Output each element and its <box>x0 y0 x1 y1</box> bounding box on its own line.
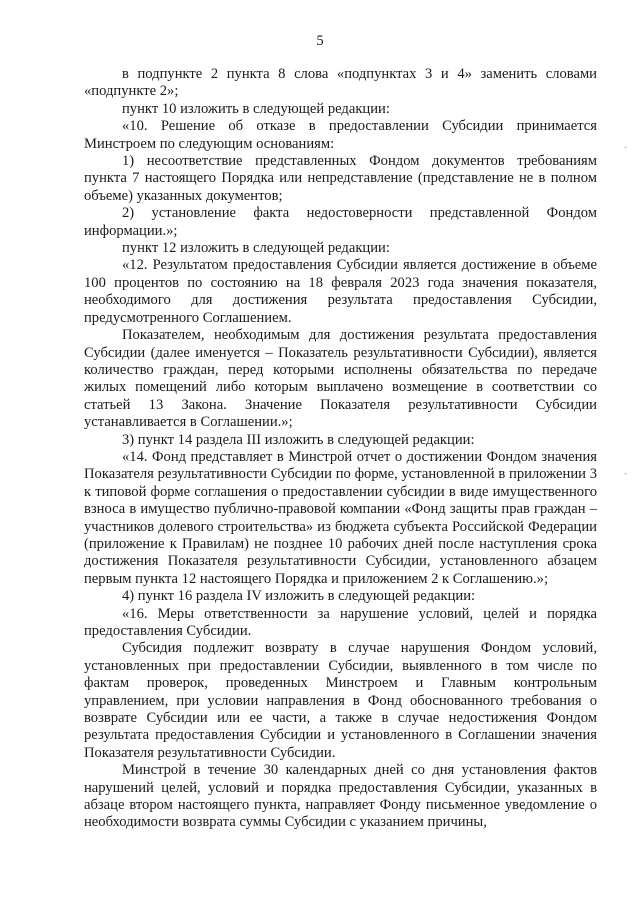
paragraph: пункт 10 изложить в следующей редакции: <box>122 100 390 117</box>
scan-artifact-mark: - <box>624 469 628 479</box>
scan-artifact-mark: - <box>624 143 628 153</box>
paragraph: 4) пункт 16 раздела IV изложить в следующей редакции: <box>122 588 476 605</box>
paragraph: Субсидия подлежит возврату в случае нарушения Фондом условий, установленных при предоставлении Субсидии, выявленного в том числе по фактам проверок, проведенных Минстроем и Главным контрольным управлением, при условии направления в Фонд обоснованного требования о возврате Субсидии или ее части, а также в случае недостижения Фондом результата предоставления Субсидии и установленного в Соглашении значения Показателя результативности Субсидии. <box>84 640 597 761</box>
paragraph: 1) несоответствие представленных Фондом документов требованиям пункта 7 настоящего Порядка или непредставление (представление не в полном объеме) указанных документов; <box>84 153 597 204</box>
page-number: 5 <box>316 33 324 49</box>
paragraph: пункт 12 изложить в следующей редакции: <box>122 240 390 257</box>
document-body <box>84 66 597 832</box>
paragraph: Минстрой в течение 30 календарных дней со дня установления фактов нарушений целей, условий и порядка предоставления Субсидии, указанных в абзаце втором настоящего пункта, направляет Фонду письменное уведомление о необходимости возврата суммы Субсидии с указанием причины, <box>84 762 597 831</box>
paragraph: «12. Результатом предоставления Субсидии является достижение в объеме 100 процентов по состоянию на 18 февраля 2023 года значения показателя, необходимого для достижения результата предоставления Субсидии, предусмотренного Соглашением. <box>84 257 597 326</box>
paragraph: в подпункте 2 пункта 8 слова «подпунктах 3 и 4» заменить словами «подпункте 2»; <box>84 66 597 100</box>
paragraph: «16. Меры ответственности за нарушение условий, целей и порядка предоставления Субсидии. <box>84 605 597 639</box>
paragraph: «14. Фонд представляет в Минстрой отчет о достижении Фондом значения Показателя результативности Субсидии по форме, установленной в приложении 3 к типовой форме соглашения о предоставлении субсидии в виде имущественного взноса в имущество публично-правовой компании «Фонд защиты прав граждан – участников долевого строительства» из бюджета субъекта Российской Федерации (приложение к Правилам) не позднее 10 рабочих дней после наступления срока достижения Показателя результативности Субсидии, установленного абзацем первым пункта 12 настоящего Порядка и приложением 2 к Соглашению.»; <box>84 448 597 587</box>
paragraph: 2) установление факта недостоверности представленной Фондом информации.»; <box>84 205 597 239</box>
paragraph: «10. Решение об отказе в предоставлении Субсидии принимается Минстроем по следующим основаниям: <box>84 118 597 152</box>
paragraph: 3) пункт 14 раздела III изложить в следующей редакции: <box>122 431 475 448</box>
paragraph: Показателем, необходимым для достижения результата предоставления Субсидии (далее именуется – Показатель результативности Субсидии), является количество граждан, перед которыми исполнены обязательства по передаче жилых помещений либо которым выплачено возмещение в соответствии со статьей 13 Закона. Значение Показателя результативности Субсидии устанавливается в Соглашении.»; <box>84 327 597 431</box>
